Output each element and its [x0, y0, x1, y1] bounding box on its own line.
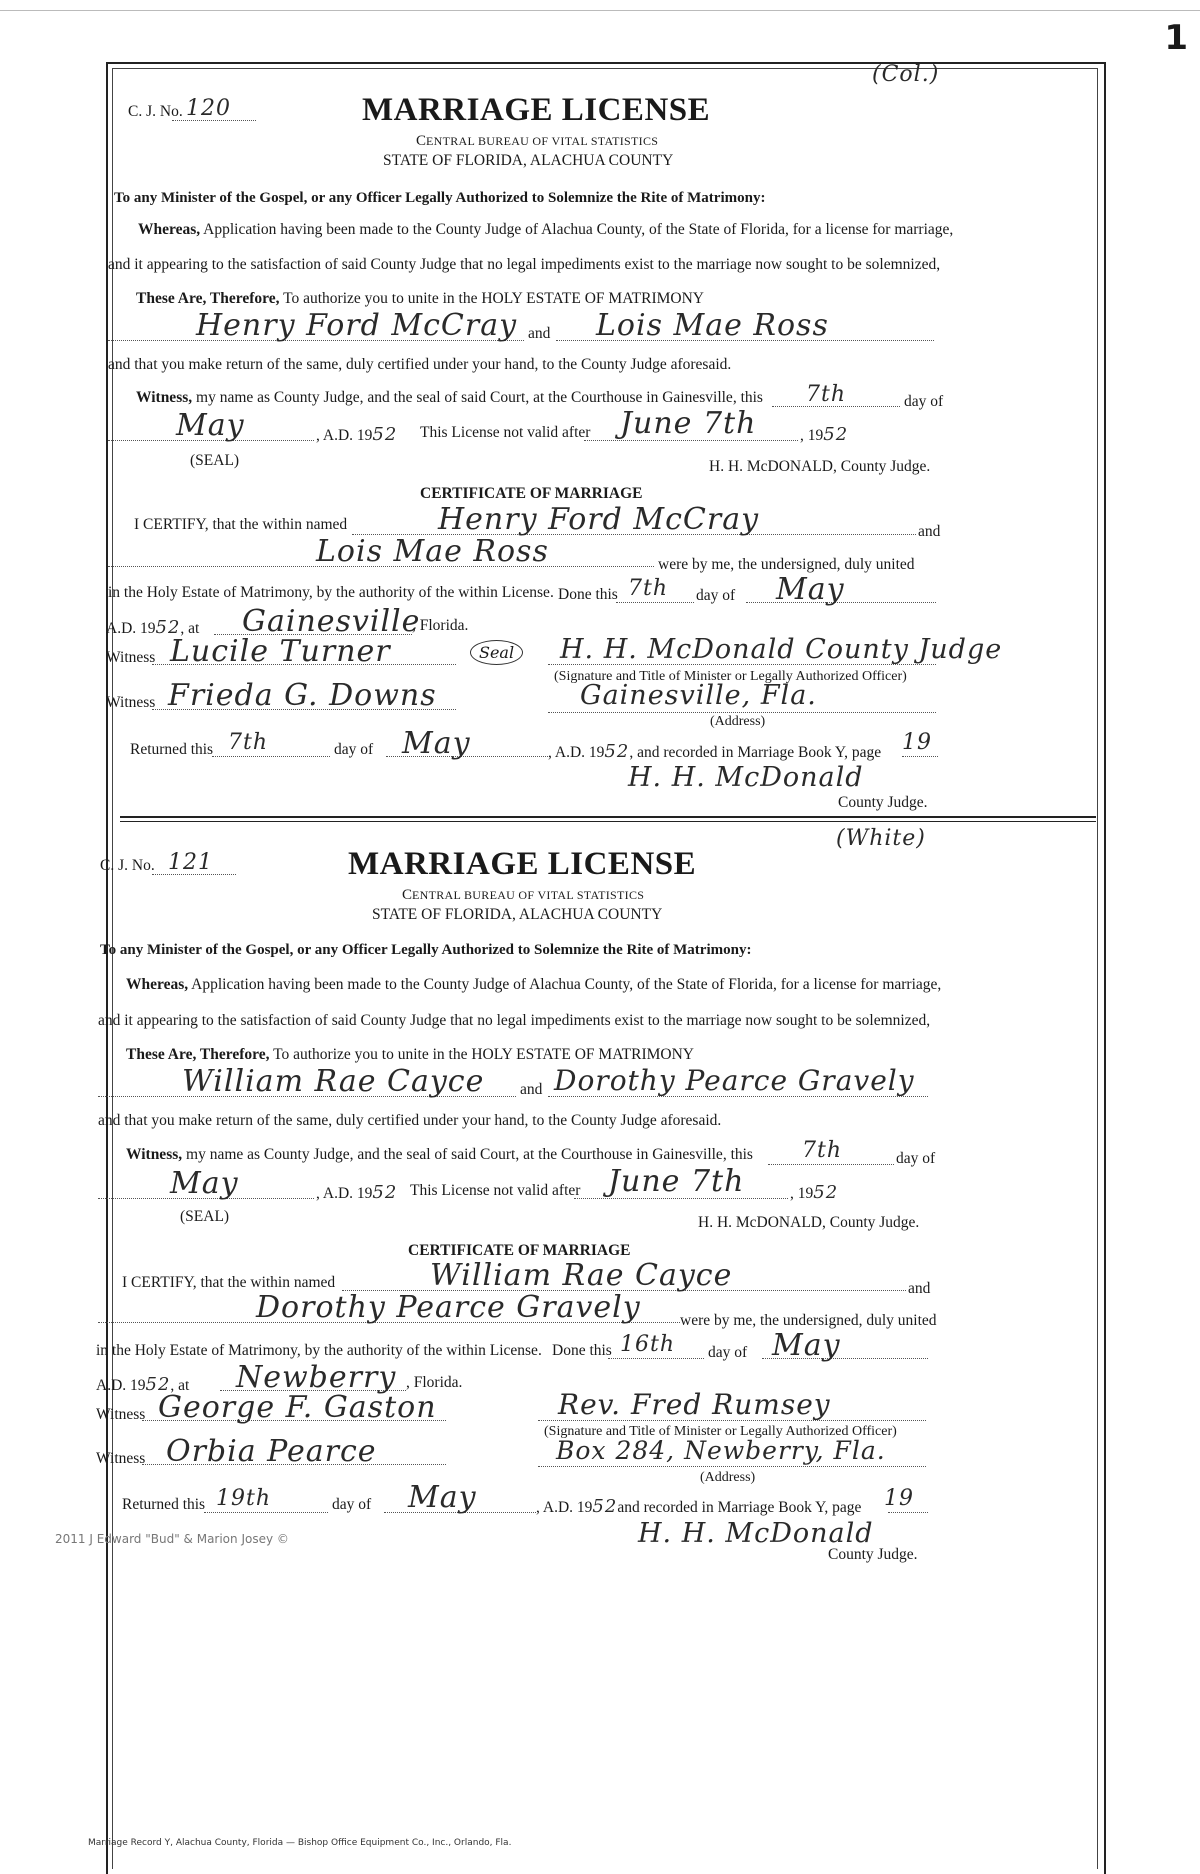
done-day-of: day of — [696, 587, 736, 604]
place: Newberry — [236, 1360, 397, 1395]
returned-label: Returned this — [122, 1496, 206, 1513]
done-month: May — [772, 1328, 841, 1363]
returned-month: May — [408, 1480, 477, 1515]
holy-estate: in the Holy Estate of Matrimony, by the authority of the within License. — [108, 584, 554, 601]
cj-number: 120 — [186, 96, 231, 121]
returned-day-of: day of — [332, 1496, 372, 1513]
expiry-year: , 1952 — [790, 1182, 839, 1203]
done-this: Done this — [552, 1342, 612, 1359]
seal-hand: Seal — [470, 640, 523, 665]
officer-signature: Rev. Fred Rumsey — [558, 1388, 831, 1421]
issue-month: May — [170, 1166, 239, 1201]
county-judge: County Judge. — [828, 1546, 918, 1563]
address-caption: (Address) — [700, 1470, 756, 1485]
license-title: MARRIAGE LICENSE — [362, 92, 711, 128]
witness1-name: George F. Gaston — [158, 1390, 437, 1425]
day-of-label: day of — [896, 1150, 936, 1167]
expiry-date: June 7th — [620, 406, 757, 441]
bride-name: Dorothy Pearce Gravely — [554, 1064, 915, 1097]
witness2-name: Orbia Pearce — [166, 1434, 377, 1469]
done-month: May — [776, 572, 845, 607]
issue-day: 7th — [806, 382, 847, 407]
issue-day: 7th — [802, 1138, 843, 1163]
bureau-line: CENTRAL BUREAU OF VITAL STATISTICS — [416, 133, 659, 149]
day-of-label: day of — [904, 393, 944, 410]
groom-name: Henry Ford McCray — [196, 308, 518, 343]
place: Gainesville — [242, 604, 421, 639]
officer-address-line — [538, 1466, 926, 1467]
expiry-year: , 1952 — [800, 424, 849, 445]
bride-name: Lois Mae Ross — [596, 308, 829, 343]
appearing-line: and it appearing to the satisfaction of said County Judge that no legal impediments exist to the marriage now sought to be solemnized, — [98, 1012, 931, 1029]
page-number: 1 — [1164, 18, 1188, 58]
returned-ad: , A.D. 1952, and recorded in Marriage Book Y, page — [548, 741, 882, 762]
done-day-line — [608, 1358, 704, 1359]
returned-month: May — [402, 726, 471, 761]
witness-line: Witness, my name as County Judge, and the seal of said Court, at the Courthouse in Gainesville, this — [126, 1146, 753, 1163]
whereas-line: Whereas, Application having been made to the County Judge of Alachua County, of the State of Florida, for a license for marriage, — [138, 221, 954, 238]
holy-estate: in the Holy Estate of Matrimony, by the authority of the within License. — [96, 1342, 542, 1359]
returned-label: Returned this — [130, 741, 214, 758]
done-day-line — [616, 602, 694, 603]
seal-label: (SEAL) — [180, 1208, 230, 1225]
state-line: STATE OF FLORIDA, ALACHUA COUNTY — [372, 906, 663, 923]
witness1-label: Witness — [106, 649, 156, 666]
state-line: STATE OF FLORIDA, ALACHUA COUNTY — [383, 152, 674, 169]
judge-line: H. H. McDONALD, County Judge. — [698, 1214, 920, 1231]
certify-label: I CERTIFY, that the within named — [122, 1274, 336, 1291]
cert-and: and — [908, 1280, 931, 1297]
cj-number: 121 — [168, 850, 213, 875]
bureau-line: CENTRAL BUREAU OF VITAL STATISTICS — [402, 887, 645, 903]
certificate-title: CERTIFICATE OF MARRIAGE — [420, 485, 643, 502]
cert-bride: Dorothy Pearce Gravely — [256, 1290, 641, 1325]
page-line — [888, 1512, 928, 1513]
florida-label: , Florida. — [412, 617, 469, 634]
florida-label: , Florida. — [406, 1374, 463, 1391]
issue-month: May — [176, 408, 245, 443]
license-120 — [0, 0, 1003, 880]
judge-line: H. H. McDONALD, County Judge. — [709, 458, 931, 475]
done-this: Done this — [558, 586, 618, 603]
whereas-line: Whereas, Application having been made to the County Judge of Alachua County, of the State of Florida, for a license for marriage, — [126, 976, 942, 993]
license-121 — [0, 754, 990, 1634]
witness1-name: Lucile Turner — [170, 634, 391, 669]
cj-label: C. J. No. — [128, 103, 183, 120]
officer-address: Box 284, Newberry, Fla. — [556, 1436, 886, 1465]
issue-day-line — [768, 1164, 894, 1165]
returned-day-of: day of — [334, 741, 374, 758]
these-line: These Are, Therefore, To authorize you to unite in the HOLY ESTATE OF MATRIMONY — [126, 1046, 695, 1063]
cert-bride: Lois Mae Ross — [316, 534, 549, 569]
ad-label: , A.D. 1952 — [316, 1182, 398, 1203]
ad-at: A.D. 1952, at — [96, 1374, 190, 1395]
not-valid-label: This License not valid after — [410, 1182, 581, 1199]
record-page: 19 — [902, 730, 932, 755]
groom-name: William Rae Cayce — [182, 1064, 485, 1099]
seal-label: (SEAL) — [190, 452, 240, 469]
united-label: were by me, the undersigned, duly united — [680, 1312, 937, 1329]
certify-label: I CERTIFY, that the within named — [134, 516, 348, 533]
judge-signature: H. H. McDonald — [638, 1518, 874, 1549]
officer-address-line — [548, 712, 936, 713]
witness2-name: Frieda G. Downs — [168, 678, 437, 713]
to-any-line: To any Minister of the Gospel, or any Officer Legally Authorized to Solemnize the Rite of Matrimony: — [114, 190, 766, 206]
united-label: were by me, the undersigned, duly united — [658, 556, 915, 573]
address-caption: (Address) — [710, 714, 766, 729]
returned-day: 19th — [216, 1486, 272, 1511]
ad-at: A.D. 1952, at — [106, 617, 200, 638]
returned-day-line — [204, 1512, 328, 1513]
cert-groom: Henry Ford McCray — [438, 502, 760, 537]
race-note: (White) — [836, 826, 926, 851]
witness-line: Witness, my name as County Judge, and the seal of said Court, at the Courthouse in Gainesville, this — [136, 389, 763, 406]
county-judge: County Judge. — [838, 794, 928, 811]
return-line: and that you make return of the same, duly certified under your hand, to the County Judge aforesaid. — [98, 1112, 722, 1129]
appearing-line: and it appearing to the satisfaction of said County Judge that no legal impediments exist to the marriage now sought to be solemnized, — [108, 256, 941, 273]
officer-signature: H. H. McDonald County Judge — [560, 634, 1003, 665]
judge-signature: H. H. McDonald — [628, 762, 864, 793]
license-title: MARRIAGE LICENSE — [348, 846, 697, 882]
to-any-line: To any Minister of the Gospel, or any Officer Legally Authorized to Solemnize the Rite of Matrimony: — [100, 942, 752, 958]
witness1-label: Witness — [96, 1406, 146, 1423]
cert-and: and — [918, 523, 941, 540]
done-day: 16th — [620, 1332, 676, 1357]
witness2-label: Witness — [106, 694, 156, 711]
return-line: and that you make return of the same, duly certified under your hand, to the County Judge aforesaid. — [108, 356, 732, 373]
race-note: (Col.) — [872, 62, 940, 87]
done-day: 7th — [628, 576, 669, 601]
cj-label: C. J. No. — [100, 857, 155, 874]
sig-caption: (Signature and Title of Minister or Legally Authorized Officer) — [554, 669, 907, 684]
returned-ad: , A.D. 1952and recorded in Marriage Book Y, page — [536, 1496, 862, 1517]
not-valid-label: This License not valid after — [420, 424, 591, 441]
record-page: 19 — [884, 1486, 914, 1511]
officer-address: Gainesville, Fla. — [580, 680, 817, 711]
done-day-of: day of — [708, 1344, 748, 1361]
copyright-watermark: 2011 J Edward "Bud" & Marion Josey © — [55, 1532, 289, 1546]
record-footer: Marriage Record Y, Alachua County, Florida — Bishop Office Equipment Co., Inc., Orlando, Fla. — [88, 1838, 512, 1848]
and-label: and — [520, 1081, 543, 1098]
returned-day: 7th — [228, 730, 269, 755]
and-label: and — [528, 325, 551, 342]
witness2-label: Witness — [96, 1450, 146, 1467]
cert-groom: William Rae Cayce — [430, 1258, 733, 1293]
expiry-date: June 7th — [608, 1164, 745, 1199]
certificate-title: CERTIFICATE OF MARRIAGE — [408, 1242, 631, 1259]
sig-caption: (Signature and Title of Minister or Legally Authorized Officer) — [544, 1424, 897, 1439]
these-line: These Are, Therefore, To authorize you to unite in the HOLY ESTATE OF MATRIMONY — [136, 290, 705, 307]
ad-label: , A.D. 1952 — [316, 424, 398, 445]
